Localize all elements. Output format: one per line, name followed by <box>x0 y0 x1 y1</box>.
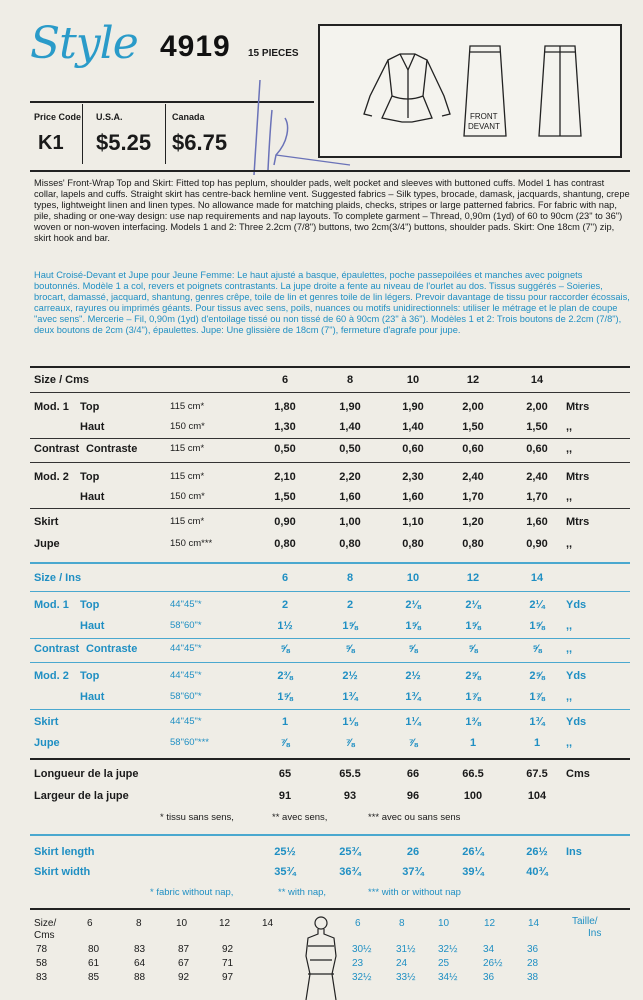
size-10: 10 <box>438 918 450 929</box>
cell: 1,50 <box>526 421 548 433</box>
cell: 104 <box>527 790 547 802</box>
row-sublabel: Contraste <box>86 443 138 455</box>
cell: 1 <box>533 737 541 749</box>
unit: ,, <box>566 443 573 455</box>
body-figure-icon <box>296 914 346 1000</box>
fabric-width: 58"60"*** <box>170 737 209 748</box>
devant-label: DEVANT <box>468 122 500 131</box>
skirt-width-fr-row <box>0 790 643 806</box>
cell: 26½ <box>526 846 548 858</box>
body-measurements-in <box>340 916 643 1000</box>
cell: 92 <box>222 944 234 955</box>
cell: 1,60 <box>339 491 361 503</box>
cell: 97 <box>222 972 234 983</box>
unit: Yds <box>566 599 587 611</box>
row-label: Mod. 2 <box>34 670 69 682</box>
fabric-width: 115 cm* <box>170 443 205 454</box>
skirt-length-en-row <box>0 846 643 862</box>
pieces-count: 15 PIECES <box>248 48 299 59</box>
cell: 1¾ <box>529 716 545 728</box>
cell: 88 <box>134 972 146 983</box>
unit: ,, <box>566 643 573 655</box>
row-sublabel: Top <box>80 670 100 682</box>
description-french: Haut Croisé-Devant et Jupe pour Jeune Femme: Le haut ajusté a basque, épaulettes, poche passepoilées et manches avec poignets boutonnés. Modèle 1 a col, revers et poignets contrastants. La jupe droite a fente au niveau de l'ourlet au dos. Tissus suggérés – Soieries, brocart, damassé, jacquard, shantung, genres crêpe, toile de lin et genres toile de lin légers. Prevoir davantage de tissu pour raccorder écossais, carreaux, rayures ou imprimés géants. Pour tissus avec sens, poils, nuances ou motifs unidirectionnels: utiliser le métrage et le plan de coupe "avec sens". Mercerie – Fil, 0,90m (1yd) d'entoilage tissé ou non tissé de 60 à 90cm (23" à 36"). Modèles 1 et 2: Trois boutons de 2.2cm (7/8"), deux boutons de 2cm (3/4"), épaulettes. Jupe: Une glissière de 18cm (7"), fermeture d'agrafe pour jupe. <box>34 270 630 335</box>
cell: 0,80 <box>402 538 424 550</box>
row-label: Mod. 2 <box>34 471 69 483</box>
cell: 2⅝ <box>529 670 545 682</box>
fabric-width: 44"45"* <box>170 599 202 610</box>
canada-price: $6.75 <box>172 130 228 155</box>
cell: 1⅝ <box>342 620 358 632</box>
cell: 1⅛ <box>342 716 358 728</box>
unit: ,, <box>566 737 573 749</box>
unit: Mtrs <box>566 401 590 413</box>
cell: ⅞ <box>280 737 290 749</box>
cell: 0,80 <box>462 538 484 550</box>
cell: 1,70 <box>526 491 548 503</box>
cell: 1,70 <box>462 491 484 503</box>
cell: 80 <box>88 944 100 955</box>
cell: 66 <box>406 768 420 780</box>
cell: 33½ <box>396 972 416 983</box>
cell: 0,80 <box>339 538 361 550</box>
cell: 1,50 <box>274 491 296 503</box>
row-label: Mod. 1 <box>34 599 69 611</box>
cell: 1 <box>469 737 477 749</box>
row-sublabel: Top <box>80 471 100 483</box>
cell: 35¾ <box>274 866 296 878</box>
table-row <box>0 443 643 459</box>
cell: 100 <box>463 790 483 802</box>
table-row <box>0 538 643 554</box>
cell: 31½ <box>396 944 416 955</box>
cell: 1⅜ <box>465 716 481 728</box>
row-label: Contrast <box>34 443 80 455</box>
footnote: ** avec sens, <box>272 812 328 823</box>
size-14: 14 <box>530 572 544 584</box>
table-row <box>0 670 643 686</box>
cell: 1,40 <box>339 421 361 433</box>
table-rule <box>30 508 630 509</box>
skirt-length-fr-row <box>0 768 643 784</box>
fabric-width: 58"60"* <box>170 691 202 702</box>
row-label: Jupe <box>34 538 60 550</box>
cell: 2⅛ <box>405 599 421 611</box>
price-divider <box>82 104 83 164</box>
cell: ⅝ <box>468 643 478 655</box>
cell: 25 <box>438 958 450 969</box>
cell: 2,40 <box>526 471 548 483</box>
cell: 30½ <box>352 944 372 955</box>
cell: 2½ <box>342 670 358 682</box>
cell: 0,60 <box>402 443 424 455</box>
cell: 67 <box>178 958 190 969</box>
footnote: ** with nap, <box>278 887 327 898</box>
imperial-size-header <box>0 572 643 588</box>
cell: 65.5 <box>339 768 361 780</box>
size-8: 8 <box>136 918 142 929</box>
cell: 96 <box>406 790 420 802</box>
cell: 1,80 <box>274 401 296 413</box>
size-8: 8 <box>346 572 354 584</box>
size-6: 6 <box>355 918 361 929</box>
table-row <box>0 737 643 753</box>
row-sublabel: Top <box>80 599 100 611</box>
skirt-width-en-row <box>0 866 643 882</box>
cell: 1⅞ <box>465 691 481 703</box>
cell: 39¼ <box>462 866 484 878</box>
cell: 67.5 <box>526 768 548 780</box>
unit: Ins <box>566 846 582 858</box>
unit: Mtrs <box>566 471 590 483</box>
measure-label: Taille/ <box>572 916 598 927</box>
table-rule <box>30 638 630 639</box>
cell: ⅝ <box>408 643 418 655</box>
cell: 1¼ <box>405 716 421 728</box>
cell: 1,40 <box>402 421 424 433</box>
cell: 0,90 <box>274 516 296 528</box>
cell: 1,10 <box>402 516 424 528</box>
footnote: * tissu sans sens, <box>160 812 234 823</box>
brand-logo: Style <box>30 18 138 69</box>
table-row <box>0 401 643 417</box>
cell: 26¼ <box>462 846 484 858</box>
cell: 1,20 <box>462 516 484 528</box>
cell: 24 <box>396 958 408 969</box>
table-row <box>0 421 643 437</box>
size-8: 8 <box>346 374 354 386</box>
size-10: 10 <box>406 374 420 386</box>
table-rule <box>30 709 630 710</box>
fabric-width: 44"45"* <box>170 670 202 681</box>
cell: 91 <box>278 790 292 802</box>
cell: 37¾ <box>402 866 424 878</box>
row-label: Longueur de la jupe <box>34 768 139 780</box>
table-rule <box>30 834 630 836</box>
description-english: Misses' Front-Wrap Top and Skirt: Fitted top has peplum, shoulder pads, welt pocket and sleeves with buttoned cuffs. Model 1 has contrast collar, lapels and cuffs. Straight skirt has centre-back hemline vent. Suggested fabrics – Silk types, brocade, damask, jacquards, shantung, crepe types, lightweight linen and linen types. No allowance made for matching plaids, checks, stripes or large patterned fabrics. For fabric with nap, pile, shading or one-way design: use nap requirements and nap layouts. To complete garment – Thread, 0,90m (1yd) of 60 to 90cm (23" to 36") woven or non-woven interfacing. Models 1 and 2: Three 2.2cm (7/8") buttons, two 2cm(3/4") buttons, shoulder pads. Skirt: One 18cm (7") zip, skirt hook and bar. <box>34 178 630 243</box>
cell: 34½ <box>438 972 458 983</box>
table-row <box>0 516 643 532</box>
size-label: Size / Cms <box>34 374 90 386</box>
table-row <box>0 643 643 659</box>
unit: ,, <box>566 691 573 703</box>
size-14: 14 <box>262 918 274 929</box>
cell: 61 <box>88 958 100 969</box>
cell: 1,00 <box>339 516 361 528</box>
row-sublabel: Haut <box>80 491 105 503</box>
cell: 1,60 <box>526 516 548 528</box>
front-label: FRONT <box>470 112 498 121</box>
table-row <box>0 471 643 487</box>
cell: 2,30 <box>402 471 424 483</box>
cell: 66.5 <box>462 768 484 780</box>
cell: 71 <box>222 958 234 969</box>
unit: ,, <box>566 620 573 632</box>
metric-size-header <box>0 374 643 390</box>
table-rule <box>30 908 630 910</box>
unit: ,, <box>566 421 573 433</box>
cell: 64 <box>134 958 146 969</box>
cell: 34 <box>483 944 495 955</box>
section-rule <box>30 170 630 172</box>
cell: 38 <box>527 972 539 983</box>
usa-label: U.S.A. <box>96 112 123 122</box>
table-rule <box>30 562 630 564</box>
table-row <box>0 716 643 732</box>
fabric-width: 44"45"* <box>170 716 202 727</box>
cell: ⅞ <box>408 737 418 749</box>
table-row <box>0 691 643 707</box>
footnote: *** avec ou sans sens <box>368 812 461 823</box>
cell: 36 <box>483 972 495 983</box>
cell: 2,00 <box>526 401 548 413</box>
cell: 0,80 <box>274 538 296 550</box>
pattern-number: 4919 <box>160 30 231 63</box>
cell: 2,20 <box>339 471 361 483</box>
cell: 2⅝ <box>465 670 481 682</box>
size-12: 12 <box>484 918 496 929</box>
cell: 0,50 <box>339 443 361 455</box>
usa-price: $5.25 <box>96 130 152 155</box>
table-row <box>0 620 643 636</box>
cell: 32½ <box>438 944 458 955</box>
cell: 1 <box>281 716 289 728</box>
cell: 2,00 <box>462 401 484 413</box>
size-8: 8 <box>399 918 405 929</box>
fabric-width: 115 cm* <box>170 401 205 412</box>
cell: 28 <box>527 958 539 969</box>
canada-label: Canada <box>172 112 205 122</box>
cell: 1⅝ <box>529 620 545 632</box>
cell: 78 <box>36 944 48 955</box>
size-6: 6 <box>87 918 93 929</box>
cell: 83 <box>36 972 48 983</box>
cell: 36 <box>527 944 539 955</box>
cell: 85 <box>88 972 100 983</box>
table-rule <box>30 591 630 592</box>
price-divider <box>165 104 166 164</box>
row-label: Skirt width <box>34 866 91 878</box>
line-art-box <box>318 24 622 158</box>
table-rule <box>30 462 630 463</box>
fabric-width: 44"45"* <box>170 643 202 654</box>
body-measurements-cm <box>0 916 300 1000</box>
cell: 2⅜ <box>277 670 293 682</box>
size-12: 12 <box>219 918 231 929</box>
measure-label: Size/ <box>34 918 57 929</box>
fr-footnotes <box>0 812 643 828</box>
price-code-label: Price Code <box>34 112 82 122</box>
cell: 2 <box>346 599 354 611</box>
fabric-width: 115 cm* <box>170 516 205 527</box>
row-sublabel: Top <box>80 401 100 413</box>
size-14: 14 <box>530 374 544 386</box>
row-label: Largeur de la jupe <box>34 790 129 802</box>
cell: 87 <box>178 944 190 955</box>
table-rule <box>30 392 630 393</box>
row-label: Mod. 1 <box>34 401 69 413</box>
footnote: * fabric without nap, <box>150 887 234 898</box>
cell: 1¾ <box>405 691 421 703</box>
cell: 25½ <box>274 846 296 858</box>
cell: 0,50 <box>274 443 296 455</box>
cell: 1⅝ <box>405 620 421 632</box>
fabric-width: 58"60"* <box>170 620 202 631</box>
cell: 65 <box>278 768 292 780</box>
cell: ⅝ <box>532 643 542 655</box>
cell: 23 <box>352 958 364 969</box>
cell: 2¼ <box>529 599 545 611</box>
section-rule <box>30 366 630 368</box>
cell: 2,40 <box>462 471 484 483</box>
size-14: 14 <box>528 918 540 929</box>
garment-sketch <box>320 26 620 156</box>
table-rule <box>30 662 630 663</box>
cell: ⅝ <box>280 643 290 655</box>
cell: 36¾ <box>339 866 361 878</box>
cell: 0,90 <box>526 538 548 550</box>
unit: Mtrs <box>566 516 590 528</box>
cell: 1¾ <box>342 691 358 703</box>
measure-unit: Cms <box>34 930 55 941</box>
cell: 1,50 <box>462 421 484 433</box>
cell: 2 <box>281 599 289 611</box>
fabric-width: 115 cm* <box>170 471 205 482</box>
size-10: 10 <box>176 918 188 929</box>
table-rule <box>30 758 630 760</box>
cell: 25¾ <box>339 846 361 858</box>
cell: 2½ <box>405 670 421 682</box>
table-rule <box>30 438 630 439</box>
measure-unit: Ins <box>588 928 602 939</box>
row-label: Jupe <box>34 737 60 749</box>
unit: ,, <box>566 491 573 503</box>
size-6: 6 <box>281 374 289 386</box>
row-label: Skirt <box>34 516 59 528</box>
row-label: Skirt length <box>34 846 95 858</box>
row-sublabel: Haut <box>80 620 105 632</box>
cell: 1⅝ <box>277 691 293 703</box>
cell: ⅞ <box>345 737 355 749</box>
size-12: 12 <box>466 374 480 386</box>
row-sublabel: Haut <box>80 691 105 703</box>
cell: 0,60 <box>526 443 548 455</box>
cell: 1½ <box>277 620 293 632</box>
cell: 93 <box>343 790 357 802</box>
price-code: K1 <box>38 132 64 154</box>
cell: 40¾ <box>526 866 548 878</box>
row-label: Contrast <box>34 643 80 655</box>
cell: 2,10 <box>274 471 296 483</box>
cell: 26 <box>406 846 420 858</box>
unit: ,, <box>566 538 573 550</box>
en-footnotes <box>0 887 643 903</box>
row-sublabel: Contraste <box>86 643 138 655</box>
cell: 1,30 <box>274 421 296 433</box>
size-12: 12 <box>466 572 480 584</box>
table-row <box>0 599 643 615</box>
size-6: 6 <box>281 572 289 584</box>
cell: 1,60 <box>402 491 424 503</box>
cell: 1,90 <box>402 401 424 413</box>
unit: Yds <box>566 716 587 728</box>
cell: 1⅝ <box>465 620 481 632</box>
size-10: 10 <box>406 572 420 584</box>
row-sublabel: Haut <box>80 421 105 433</box>
cell: 1,90 <box>339 401 361 413</box>
cell: 26½ <box>483 958 503 969</box>
cell: 2⅛ <box>465 599 481 611</box>
cell: 92 <box>178 972 190 983</box>
fabric-width: 150 cm*** <box>170 538 213 549</box>
row-label: Skirt <box>34 716 59 728</box>
unit: Yds <box>566 670 587 682</box>
cell: 1⅞ <box>529 691 545 703</box>
fabric-width: 150 cm* <box>170 421 205 432</box>
cell: 83 <box>134 944 146 955</box>
cell: 58 <box>36 958 48 969</box>
fabric-width: 150 cm* <box>170 491 205 502</box>
table-row <box>0 491 643 507</box>
size-label: Size / Ins <box>34 572 82 584</box>
cell: ⅝ <box>345 643 355 655</box>
unit: Cms <box>566 768 590 780</box>
cell: 32½ <box>352 972 372 983</box>
footnote: *** with or without nap <box>368 887 461 898</box>
cell: 0,60 <box>462 443 484 455</box>
